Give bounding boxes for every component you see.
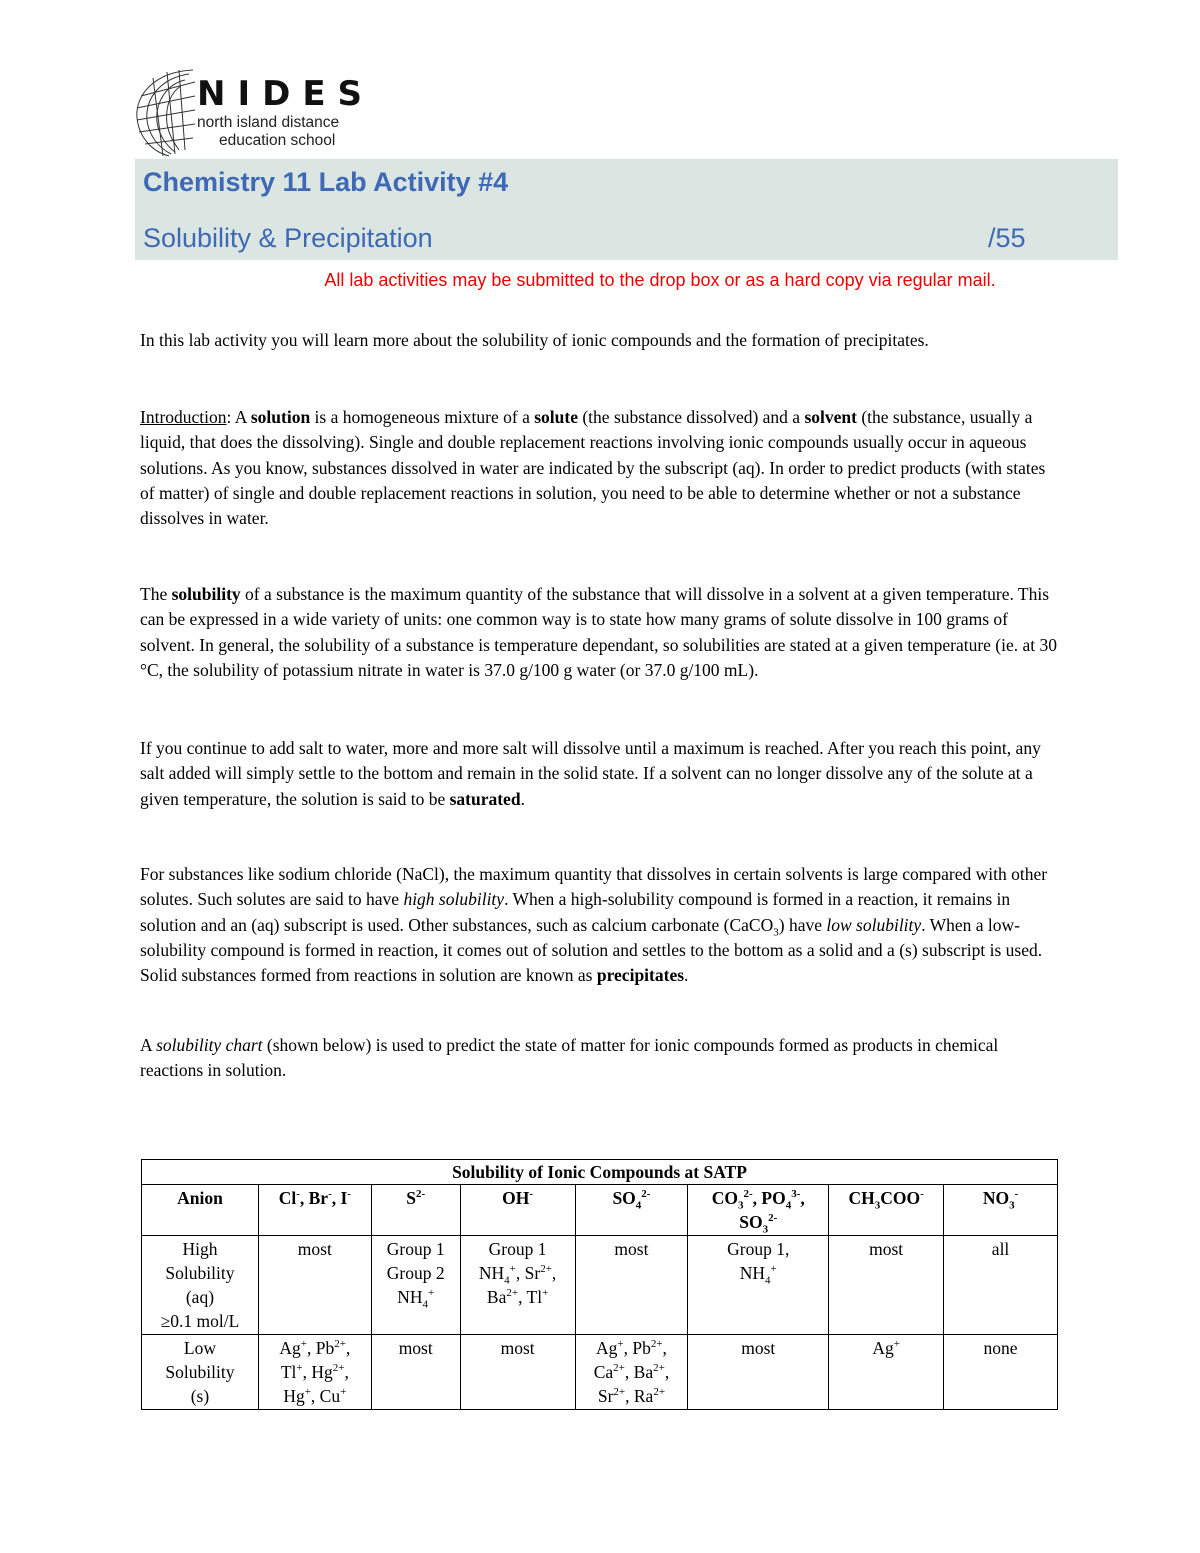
text-run: ) have — [778, 914, 827, 935]
score-total: /55 — [988, 223, 1026, 253]
term-saturated: saturated — [449, 788, 521, 809]
text-run: of a substance is the maximum quantity of the substance that will dissolve in a solvent at a given temperature. This can be expressed in a wide variety of units: one common way is to state how many grams of solute dissolve in 100 grams of solvent. In general, the solubility of a substance is temperature dependant, so solubilities are stated at a given temperature (ie. at 30 °C, the solubility of potassium nitrate in water is 37.0 g/100 g water (or 37.0 g/100 mL). — [140, 584, 1057, 680]
row-label-line: High — [182, 1239, 218, 1259]
header-halides: Cl-, Br-, I- — [258, 1185, 371, 1236]
solubility-paragraph — [140, 582, 1060, 683]
logo-wordmark: NIDES — [197, 74, 375, 114]
cell-high-carbonate — [688, 1236, 829, 1335]
term-solubility: solubility — [171, 584, 241, 604]
term-low-solubility: low solubility — [826, 914, 922, 935]
row-label-line: (s) — [190, 1386, 210, 1406]
cell-line: $NH_4^+$ — [397, 1287, 435, 1311]
table-row-low — [142, 1335, 1058, 1410]
subscript: 3 — [773, 926, 779, 939]
chart-paragraph — [140, 1033, 1060, 1084]
table-row-high — [142, 1236, 1058, 1335]
header-hydroxide: OH- — [460, 1185, 575, 1236]
cell-high-sulfide — [371, 1236, 460, 1335]
cell-high-acetate: most — [829, 1236, 944, 1335]
cell-line: $Ca^{2+}$, $Ba^{2+}$, — [593, 1362, 670, 1382]
row-label-line: Solubility — [165, 1362, 235, 1382]
header-acetate: $CH_3COO^-$ — [829, 1185, 944, 1236]
term-solute: solute — [534, 407, 578, 427]
introduction-paragraph — [140, 405, 1060, 531]
cell-low-sulfide: most — [371, 1335, 460, 1410]
cell-high-nitrate: all — [944, 1236, 1058, 1335]
precipitate-paragraph — [140, 862, 1060, 988]
logo-subtitle-line2: education school — [219, 132, 336, 149]
logo-subtitle-line1: north island distance — [197, 114, 340, 131]
cell-low-halides — [258, 1335, 371, 1410]
cell-line: Group 2 — [386, 1263, 445, 1283]
introduction-heading: Introduction — [140, 407, 227, 427]
row-label-line: Low — [183, 1338, 216, 1358]
cell-line: Group 1 — [386, 1239, 445, 1259]
cell-low-hydroxide: most — [460, 1335, 575, 1410]
cell-high-hydroxide — [460, 1236, 575, 1335]
solubility-table — [141, 1159, 1058, 1410]
page-title: Chemistry 11 Lab Activity #4 — [143, 167, 509, 197]
row-label-line: (aq) — [185, 1287, 215, 1307]
text-run: For substances like sodium chloride (NaCl), the maximum quantity that dissolves in certain solvents is large compared with other solutes. Such solutes are said to have — [140, 864, 1048, 910]
cell-low-acetate: Ag+ — [829, 1335, 944, 1410]
text-run: . When a low-solubility compound is formed in reaction, it comes out of solution and settles to the bottom as a solid and a (s) subscript is used. Solid substances formed from reactions in solution are known as — [140, 914, 1043, 986]
cell-line: Ag+, $Pb^{2+}$, — [279, 1338, 351, 1358]
table-header-row — [142, 1185, 1058, 1236]
nides-logo — [133, 66, 403, 158]
text-run: A — [140, 1035, 157, 1055]
text-run: (the substance, usually a liquid, that does the dissolving). Single and double replacement reactions involving ionic compounds usually occur in aqueous solutions. As you know, substances dissolved in water are indicated by the subscript (aq). In order to predict products (with states of matter) of single and double replacement reactions in solution, you need to be able to determine whether or not a substance dissolves in water. — [140, 407, 1046, 529]
text-run: . When a high-solubility compound is formed in a reaction, it remains in solution and an (aq) subscript is used. Other substances, such as calcium carbonate (CaCO — [140, 889, 1011, 935]
cell-high-sulfate: most — [575, 1236, 688, 1335]
cell-low-sulfate — [575, 1335, 688, 1410]
cell-line: $NH_4^+$ — [739, 1263, 777, 1287]
submission-notice: All lab activities may be submitted to the drop box or as a hard copy via regular mail. — [324, 270, 996, 290]
header-sulfate: $SO_4^{2-}$ — [575, 1185, 688, 1236]
text-run: : A — [226, 407, 251, 427]
title-band — [135, 159, 1118, 260]
row-label-low — [142, 1335, 259, 1410]
cell-line: Group 1, — [727, 1239, 790, 1259]
cell-line: $NH_4^+$, $Sr^{2+}$, — [478, 1263, 557, 1287]
text-run: (the substance dissolved) and a — [577, 407, 805, 427]
cell-line: $Sr^{2+}$, $Ra^{2+}$ — [597, 1386, 666, 1406]
text-run: (shown below) is used to predict the state of matter for ionic compounds formed as products in chemical reactions in solution. — [140, 1035, 999, 1081]
text-run: If you continue to add salt to water, more and more salt will dissolve until a maximum is reached. After you reach this point, any salt added will simply settle to the bottom and remain in the solid state. If a solvent can no longer dissolve any of the solute at a given temperature, the solution is said to be — [140, 738, 1041, 809]
term-solvent: solvent — [804, 407, 857, 427]
table-caption-row — [142, 1160, 1058, 1185]
cell-line: Ag+, $Pb^{2+}$, — [595, 1338, 667, 1358]
cell-low-nitrate: none — [944, 1335, 1058, 1410]
cell-low-carbonate: most — [688, 1335, 829, 1410]
text-run: is a homogeneous mixture of a — [310, 407, 535, 427]
term-high-solubility: high solubility — [403, 889, 505, 910]
text-run: The — [140, 584, 172, 604]
header-carbonate-phosphate-sulfite: $CO_3^{2-}$, $PO_4^{3-}$, $SO_3^{2-}$ — [688, 1185, 829, 1236]
text-run: . — [520, 788, 525, 809]
cell-high-halides: most — [258, 1236, 371, 1335]
saturated-paragraph — [140, 736, 1060, 812]
cell-line: Hg+, Cu+ — [283, 1386, 347, 1406]
table-caption: Solubility of Ionic Compounds at SATP — [142, 1160, 1058, 1185]
term-solution: solution — [250, 407, 311, 427]
cell-line: $Ba^{2+}$, Tl+ — [486, 1287, 549, 1307]
intro-paragraph: In this lab activity you will learn more about the solubility of ionic compounds and the formation of precipitates. — [140, 330, 929, 350]
row-label-line: Solubility — [165, 1263, 235, 1283]
header-sulfide: $S^{2-}$ — [371, 1185, 460, 1236]
text-run: . — [684, 965, 689, 986]
header-anion: Anion — [142, 1185, 259, 1236]
row-label-high — [142, 1236, 259, 1335]
globe-icon — [133, 66, 205, 158]
logo-subtitle — [197, 114, 397, 150]
header-nitrate: $NO_3^-$ — [944, 1185, 1058, 1236]
cell-line: Tl+, $Hg^{2+}$, — [280, 1362, 349, 1382]
page-subtitle: Solubility & Precipitation — [143, 223, 433, 253]
row-label-line: ≥0.1 mol/L — [160, 1311, 240, 1331]
term-solubility-chart: solubility chart — [156, 1035, 263, 1055]
term-precipitates: precipitates — [596, 965, 685, 986]
cell-line: Group 1 — [488, 1239, 547, 1259]
